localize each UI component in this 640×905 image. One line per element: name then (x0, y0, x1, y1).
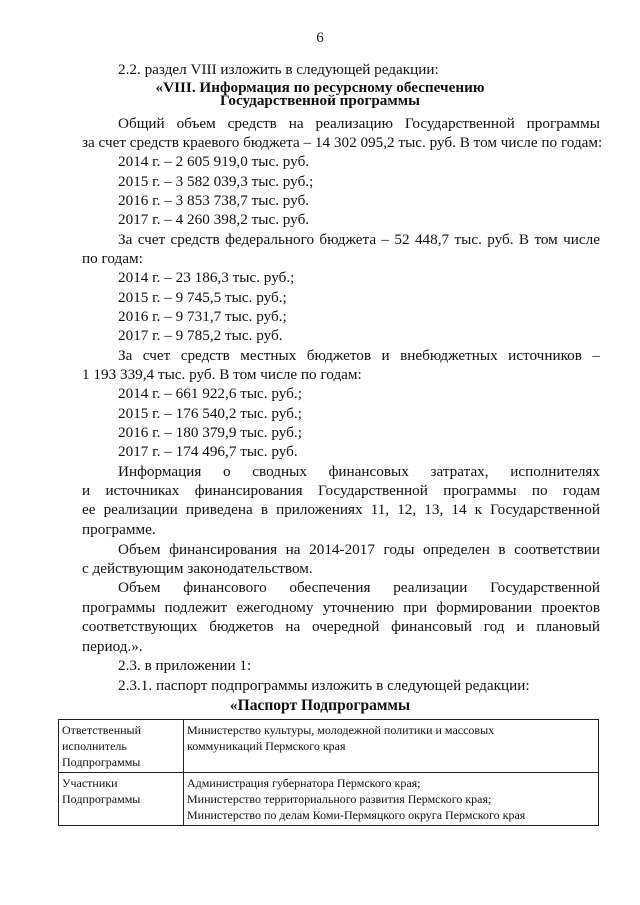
cell-line: Министерство по делам Коми-Пермяцкого округа Пермского края (187, 808, 526, 822)
table-row (59, 720, 599, 773)
cell-line: коммуникаций Пермского края (187, 739, 346, 753)
paragraph-line: программе. (82, 521, 156, 538)
section-heading-line1: «VIII. Информация по ресурсному обеспечению (155, 79, 485, 96)
cell-line: Участники (62, 776, 118, 790)
paragraph-line: по годам: (82, 250, 143, 267)
year-line: 2016 г. – 180 379,9 тыс. руб.; (118, 424, 302, 441)
year-line: 2015 г. – 3 582 039,3 тыс. руб.; (118, 173, 314, 190)
year-line: 2016 г. – 9 731,7 тыс. руб.; (118, 308, 287, 325)
intro-line: 2.2. раздел VIII изложить в следующей редакции: (118, 61, 439, 78)
paragraph-line: за счет средств краевого бюджета – 14 302 095,2 тыс. руб. В том числе по годам: (82, 134, 603, 151)
cell-line: Ответственный (62, 723, 142, 737)
table-cell-label (59, 773, 184, 826)
paragraph-line: За счет средств федерального бюджета – 52 448,7 тыс. руб. В том числе (118, 231, 600, 248)
paragraph-line: с действующим законодательством. (82, 560, 313, 577)
year-line: 2017 г. – 4 260 398,2 тыс. руб. (118, 211, 310, 228)
year-line: 2015 г. – 9 745,5 тыс. руб.; (118, 289, 287, 306)
paragraph-line: Информация о сводных финансовых затратах, исполнителях (118, 463, 600, 480)
paragraph-line: Объем финансового обеспечения реализации Государственной (118, 579, 600, 596)
cell-line: Подпрограммы (62, 755, 141, 769)
paragraph-line: программы подлежит ежегодному уточнению при формировании проектов (82, 599, 600, 616)
year-line: 2015 г. – 176 540,2 тыс. руб.; (118, 405, 302, 422)
table-cell-value (184, 720, 599, 773)
paragraph-line: период.». (82, 638, 143, 655)
table-cell-label (59, 720, 184, 773)
paragraph-line: Объем финансирования на 2014-2017 годы определен в соответствии (118, 541, 600, 558)
table-row (59, 773, 599, 826)
year-line: 2014 г. – 23 186,3 тыс. руб.; (118, 269, 295, 286)
cell-line: исполнитель (62, 739, 127, 753)
year-line: 2014 г. – 2 605 919,0 тыс. руб. (118, 153, 310, 170)
paragraph-line: ее реализации приведена в приложениях 11, 12, 13, 14 к Государственной (82, 501, 600, 518)
appendix-item: 2.3. в приложении 1: (118, 657, 252, 674)
year-line: 2017 г. – 9 785,2 тыс. руб. (118, 327, 283, 344)
table-cell-value (184, 773, 599, 826)
page-number: 6 (316, 30, 324, 46)
section-heading-line2: Государственной программы (220, 92, 420, 109)
cell-line: Министерство культуры, молодежной политики и массовых (187, 723, 495, 737)
paragraph-line: 1 193 339,4 тыс. руб. В том числе по годам: (82, 366, 362, 383)
year-line: 2016 г. – 3 853 738,7 тыс. руб. (118, 192, 310, 209)
paragraph-line: соответствующих бюджетов на очередной финансовый год и плановый (82, 618, 600, 635)
paragraph-line: За счет средств местных бюджетов и внебюджетных источников – (118, 347, 600, 364)
passport-item: 2.3.1. паспорт подпрограммы изложить в следующей редакции: (118, 677, 530, 694)
cell-line: Подпрограммы (62, 792, 141, 806)
passport-title: «Паспорт Подпрограммы (229, 697, 411, 714)
cell-line: Администрация губернатора Пермского края; (187, 776, 421, 790)
cell-line: Министерство территориального развития Пермского края; (187, 792, 492, 806)
passport-table (58, 719, 599, 826)
year-line: 2014 г. – 661 922,6 тыс. руб.; (118, 385, 302, 402)
year-line: 2017 г. – 174 496,7 тыс. руб. (118, 443, 298, 460)
paragraph-line: и источниках финансирования Государственной программы по годам (82, 482, 600, 499)
paragraph-line: Общий объем средств на реализацию Государственной программы (118, 115, 600, 132)
